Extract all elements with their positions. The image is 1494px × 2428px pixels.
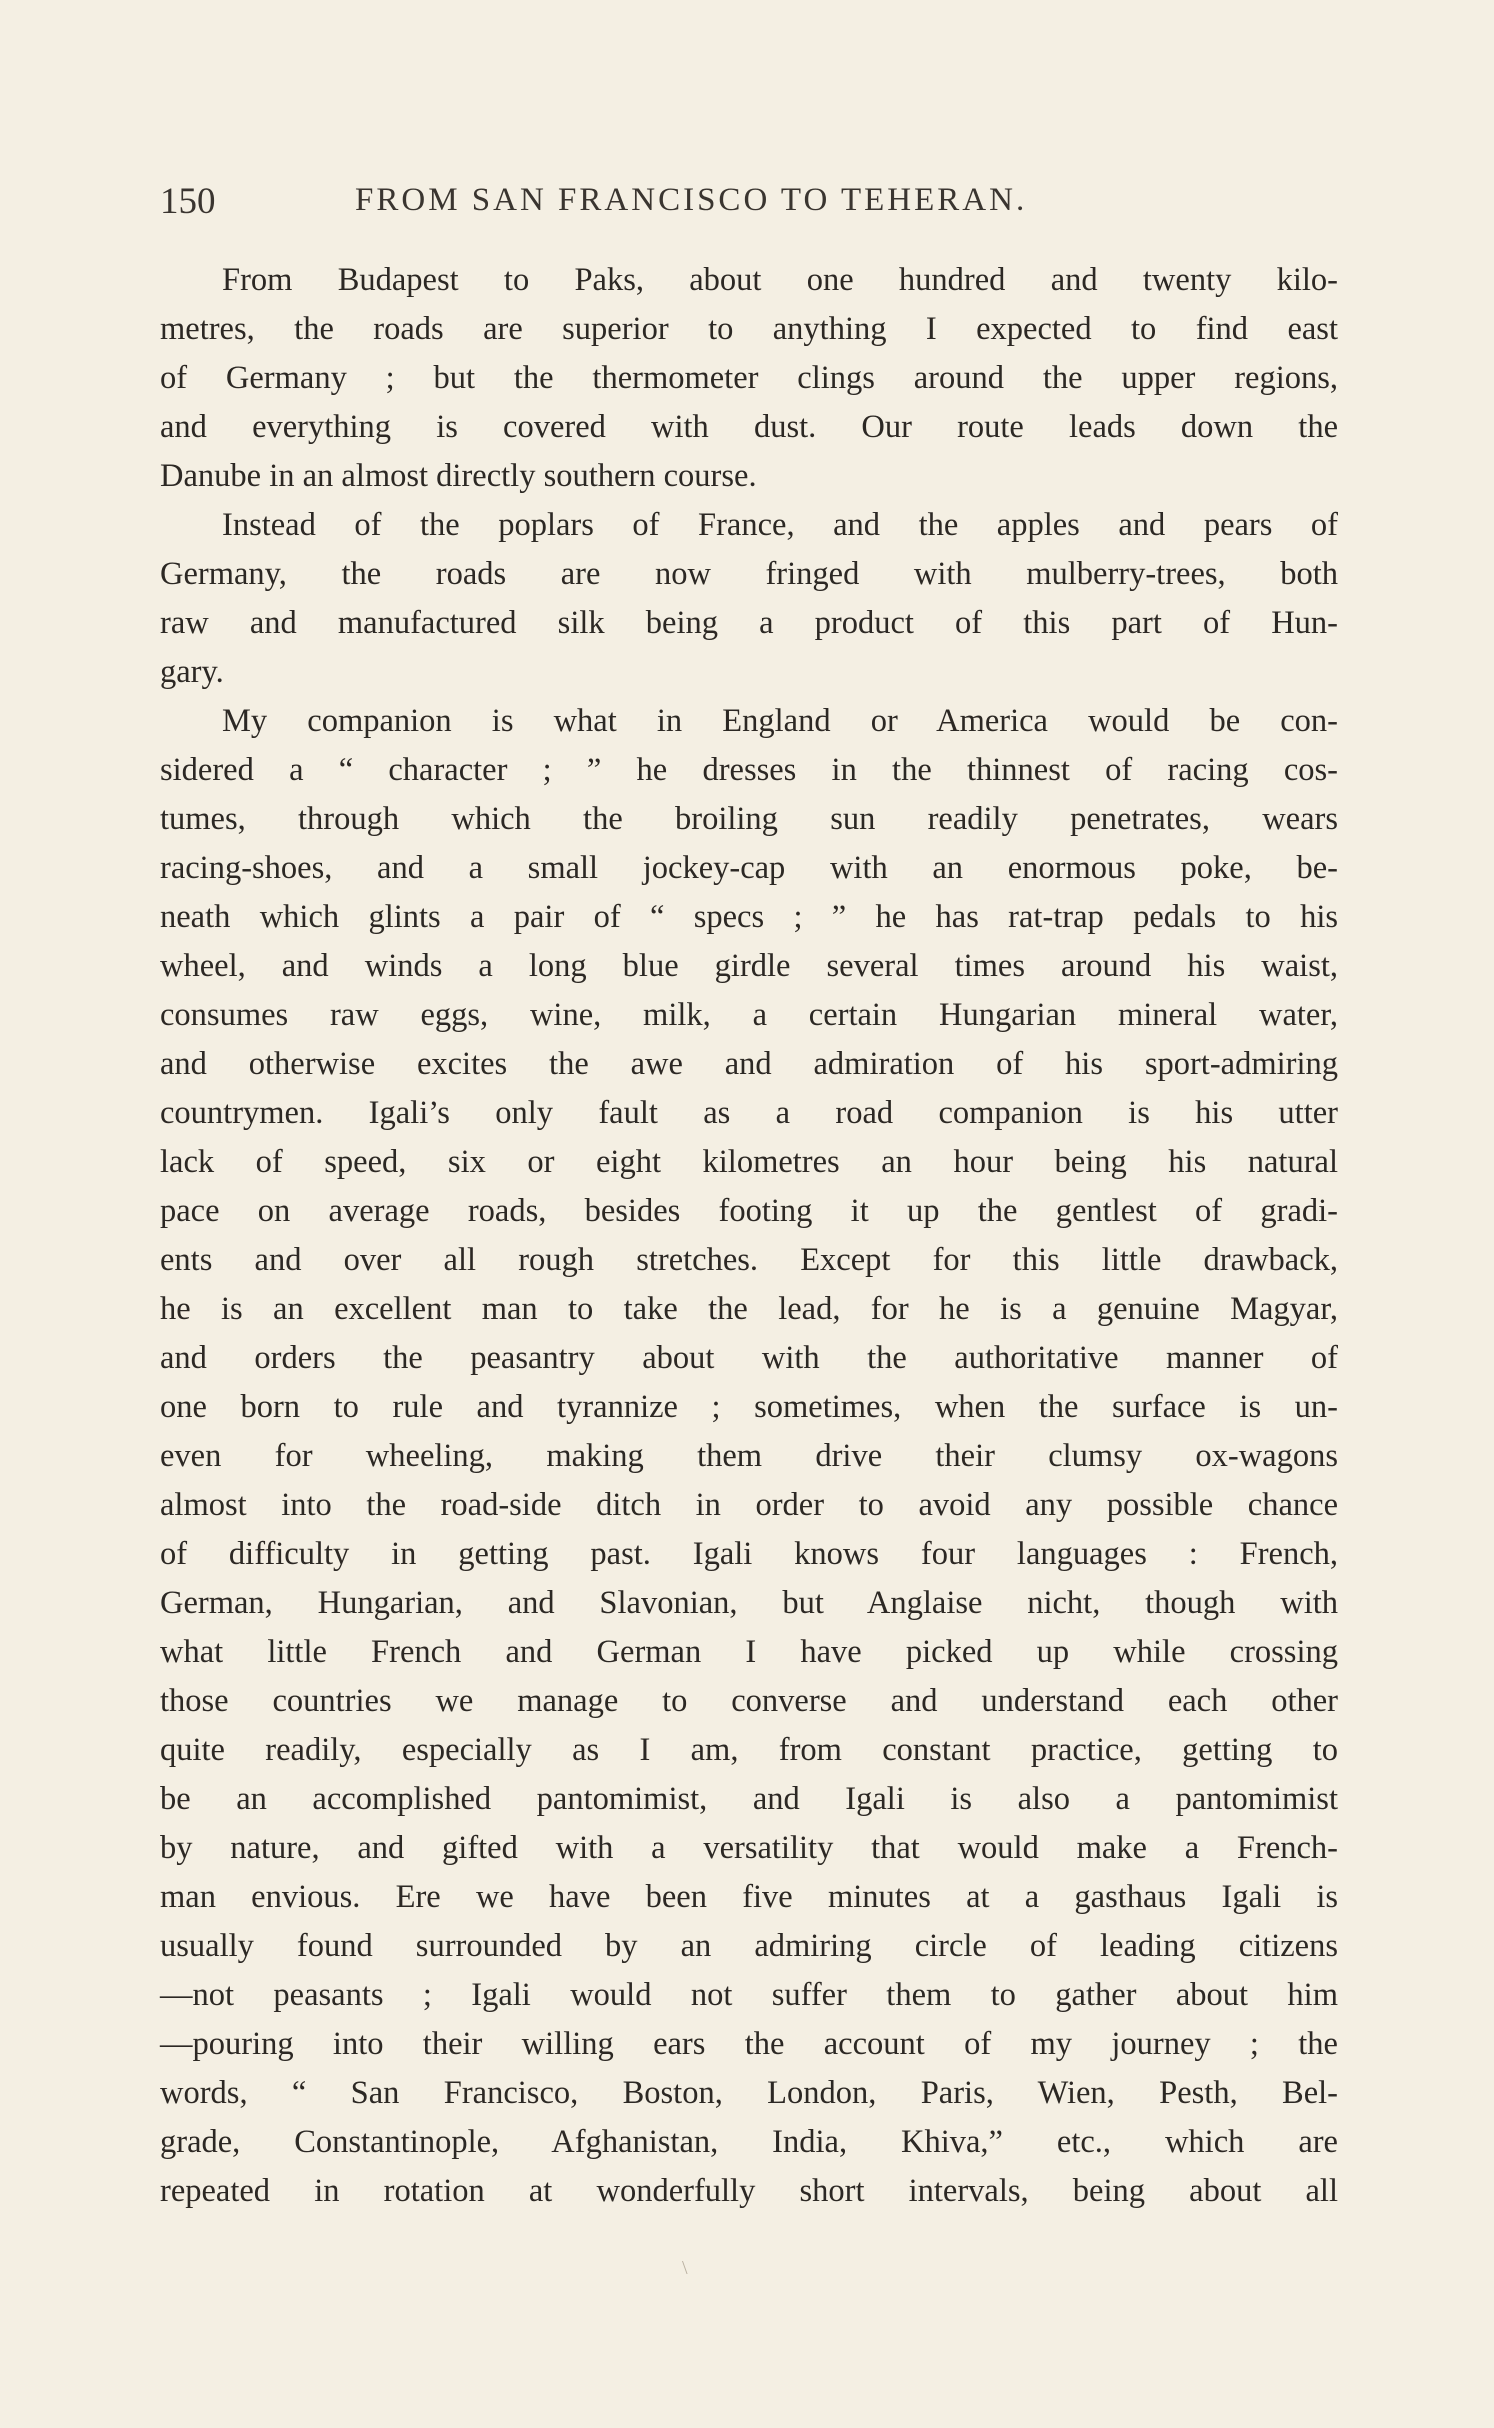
running-title: FROM SAN FRANCISCO TO TEHERAN. bbox=[355, 182, 1028, 218]
text-line: raw and manufactured silk being a product of this part of Hun- bbox=[160, 605, 1338, 641]
text-line: repeated in rotation at wonderfully short intervals, being about all bbox=[160, 2173, 1338, 2209]
text-line: sidered a “ character ; ” he dresses in the thinnest of racing cos- bbox=[160, 752, 1338, 788]
text-line: Danube in an almost directly southern course. bbox=[160, 458, 757, 494]
text-line: wheel, and winds a long blue girdle several times around his waist, bbox=[160, 948, 1338, 984]
running-head bbox=[160, 180, 1338, 232]
text-line: grade, Constantinople, Afghanistan, India, Khiva,” etc., which are bbox=[160, 2124, 1338, 2160]
text-line: be an accomplished pantomimist, and Igali is also a pantomimist bbox=[160, 1781, 1338, 1817]
text-line: quite readily, especially as I am, from constant practice, getting to bbox=[160, 1732, 1338, 1768]
text-line: usually found surrounded by an admiring circle of leading citizens bbox=[160, 1928, 1338, 1964]
text-line: of difficulty in getting past. Igali knows four languages : French, bbox=[160, 1536, 1338, 1572]
text-line: —pouring into their willing ears the account of my journey ; the bbox=[160, 2026, 1338, 2062]
text-line: of Germany ; but the thermometer clings around the upper regions, bbox=[160, 360, 1338, 396]
text-line: man envious. Ere we have been five minutes at a gasthaus Igali is bbox=[160, 1879, 1338, 1915]
page-mark: \ bbox=[682, 2257, 688, 2279]
text-line: even for wheeling, making them drive their clumsy ox-wagons bbox=[160, 1438, 1338, 1474]
text-line: —not peasants ; Igali would not suffer them to gather about him bbox=[160, 1977, 1338, 2013]
text-line: what little French and German I have picked up while crossing bbox=[160, 1634, 1338, 1670]
text-line: one born to rule and tyrannize ; sometimes, when the surface is un- bbox=[160, 1389, 1338, 1425]
text-line: racing-shoes, and a small jockey-cap with an enormous poke, be- bbox=[160, 850, 1338, 886]
text-line: Instead of the poplars of France, and the apples and pears of bbox=[222, 507, 1338, 543]
text-line: by nature, and gifted with a versatility that would make a French- bbox=[160, 1830, 1338, 1866]
text-line: From Budapest to Paks, about one hundred and twenty kilo- bbox=[222, 262, 1338, 298]
text-line: German, Hungarian, and Slavonian, but Anglaise nicht, though with bbox=[160, 1585, 1338, 1621]
text-line: and orders the peasantry about with the authoritative manner of bbox=[160, 1340, 1338, 1376]
body-text bbox=[160, 256, 1338, 2216]
text-line: Germany, the roads are now fringed with mulberry-trees, both bbox=[160, 556, 1338, 592]
text-line: metres, the roads are superior to anything I expected to find east bbox=[160, 311, 1338, 347]
text-line: and otherwise excites the awe and admiration of his sport-admiring bbox=[160, 1046, 1338, 1082]
text-line: words, “ San Francisco, Boston, London, Paris, Wien, Pesth, Bel- bbox=[160, 2075, 1338, 2111]
text-line: pace on average roads, besides footing it up the gentlest of gradi- bbox=[160, 1193, 1338, 1229]
text-line: almost into the road-side ditch in order to avoid any possible chance bbox=[160, 1487, 1338, 1523]
text-line: he is an excellent man to take the lead, for he is a genuine Magyar, bbox=[160, 1291, 1338, 1327]
text-line: those countries we manage to converse and understand each other bbox=[160, 1683, 1338, 1719]
text-line: countrymen. Igali’s only fault as a road companion is his utter bbox=[160, 1095, 1338, 1131]
text-line: lack of speed, six or eight kilometres an hour being his natural bbox=[160, 1144, 1338, 1180]
text-line: consumes raw eggs, wine, milk, a certain Hungarian mineral water, bbox=[160, 997, 1338, 1033]
text-line: My companion is what in England or America would be con- bbox=[222, 703, 1338, 739]
text-line: neath which glints a pair of “ specs ; ” he has rat-trap pedals to his bbox=[160, 899, 1338, 935]
text-line: gary. bbox=[160, 654, 224, 690]
text-line: tumes, through which the broiling sun readily penetrates, wears bbox=[160, 801, 1338, 837]
page-number: 150 bbox=[160, 181, 216, 222]
text-line: and everything is covered with dust. Our route leads down the bbox=[160, 409, 1338, 445]
text-line: ents and over all rough stretches. Except for this little drawback, bbox=[160, 1242, 1338, 1278]
